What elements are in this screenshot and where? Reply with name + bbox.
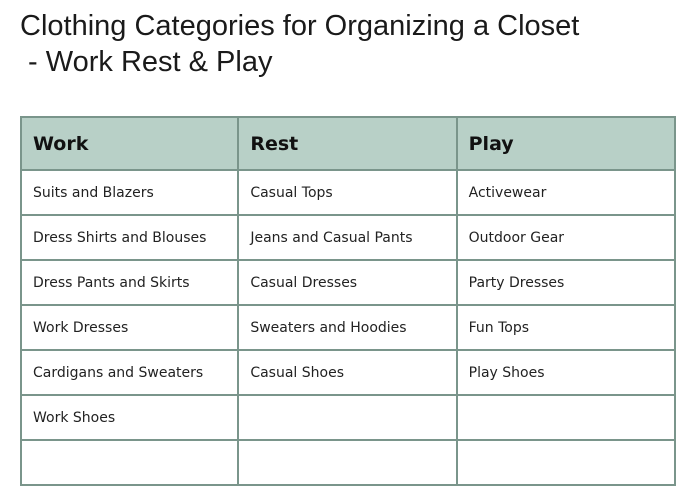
table-cell: Work Dresses bbox=[21, 305, 238, 350]
table-cell: Jeans and Casual Pants bbox=[238, 215, 456, 260]
table-cell: Dress Shirts and Blouses bbox=[21, 215, 238, 260]
table-row bbox=[21, 395, 675, 440]
title-line-2: - Work Rest & Play bbox=[20, 46, 273, 78]
table-cell: Casual Shoes bbox=[238, 350, 456, 395]
table-cell: Outdoor Gear bbox=[457, 215, 675, 260]
table-cell: Dress Pants and Skirts bbox=[21, 260, 238, 305]
header-work: Work bbox=[21, 117, 238, 170]
table-row bbox=[21, 440, 675, 485]
table-cell bbox=[457, 440, 675, 485]
table-cell: Play Shoes bbox=[457, 350, 675, 395]
table-row bbox=[21, 350, 675, 395]
table-cell: Fun Tops bbox=[457, 305, 675, 350]
table-row bbox=[21, 215, 675, 260]
title-line-1: Clothing Categories for Organizing a Closet bbox=[20, 10, 580, 42]
closet-categories-table bbox=[20, 116, 676, 486]
table-cell: Casual Tops bbox=[238, 170, 456, 215]
table-row bbox=[21, 170, 675, 215]
header-rest: Rest bbox=[238, 117, 456, 170]
table-row bbox=[21, 260, 675, 305]
table-cell: Activewear bbox=[457, 170, 675, 215]
page-title bbox=[20, 8, 579, 80]
table-cell: Work Shoes bbox=[21, 395, 238, 440]
table-cell bbox=[457, 395, 675, 440]
table-cell bbox=[21, 440, 238, 485]
table-cell bbox=[238, 440, 456, 485]
table-cell: Sweaters and Hoodies bbox=[238, 305, 456, 350]
table-cell: Cardigans and Sweaters bbox=[21, 350, 238, 395]
table-cell bbox=[238, 395, 456, 440]
table-row bbox=[21, 305, 675, 350]
header-row bbox=[21, 117, 675, 170]
table-cell: Suits and Blazers bbox=[21, 170, 238, 215]
table-cell: Party Dresses bbox=[457, 260, 675, 305]
header-play: Play bbox=[457, 117, 675, 170]
table-cell: Casual Dresses bbox=[238, 260, 456, 305]
